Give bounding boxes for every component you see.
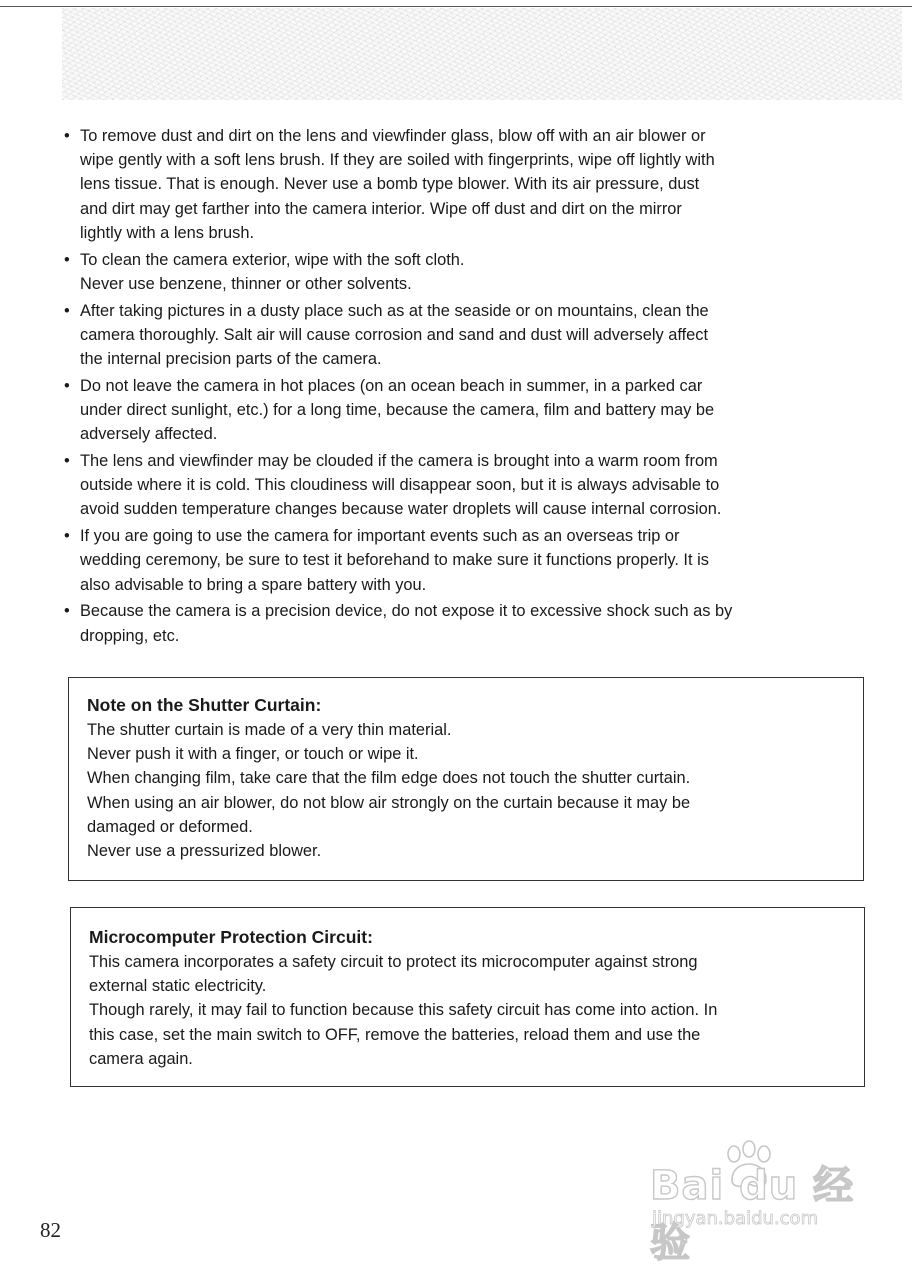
tip-line: Never use benzene, thinner or other solvents. bbox=[80, 274, 412, 293]
note-line: Never use a pressurized blower. bbox=[87, 842, 322, 861]
tip-item-7 bbox=[62, 599, 872, 647]
tip-line: The lens and viewfinder may be clouded if the camera is brought into a warm room from bbox=[80, 452, 718, 471]
tip-line: outside where it is cold. This cloudiness will disappear soon, but it is always advisable to bbox=[80, 476, 720, 495]
note-line: camera again. bbox=[89, 1049, 193, 1068]
tip-item-6 bbox=[62, 524, 872, 597]
tip-line: wipe gently with a soft lens brush. If they are soiled with fingerprints, wipe off lightly with bbox=[80, 151, 715, 170]
note-line: Never push it with a finger, or touch or wipe it. bbox=[87, 745, 419, 764]
header-texture-band bbox=[62, 8, 902, 100]
tip-line: camera thoroughly. Salt air will cause corrosion and sand and dust will adversely affect bbox=[80, 325, 709, 344]
tip-line: lens tissue. That is enough. Never use a bomb type blower. With its air pressure, dust bbox=[80, 175, 700, 194]
tip-line: the internal precision parts of the camera. bbox=[80, 350, 382, 369]
tip-line: avoid sudden temperature changes because water droplets will cause internal corrosion. bbox=[80, 500, 722, 519]
bullet-icon: • bbox=[64, 250, 70, 269]
shutter-curtain-note-box bbox=[68, 677, 864, 881]
bullet-icon: • bbox=[64, 376, 70, 395]
baidu-watermark bbox=[650, 1140, 880, 1266]
shutter-note-title: Note on the Shutter Curtain: bbox=[87, 695, 322, 715]
top-rule bbox=[0, 6, 912, 7]
tip-line: Do not leave the camera in hot places (on an ocean beach in summer, in a parked car bbox=[80, 376, 703, 395]
tip-line: also advisable to bring a spare battery with you. bbox=[80, 575, 427, 594]
tip-line: To clean the camera exterior, wipe with the soft cloth. bbox=[80, 250, 465, 269]
bullet-icon: • bbox=[64, 452, 70, 471]
maintenance-tips-list bbox=[62, 124, 872, 650]
bullet-icon: • bbox=[64, 127, 70, 145]
note-line: Though rarely, it may fail to function because this safety circuit has come into action. In bbox=[89, 1001, 718, 1020]
tip-line: and dirt may get farther into the camera interior. Wipe off dust and dirt on the mirror bbox=[80, 199, 682, 218]
note-line: this case, set the main switch to OFF, remove the batteries, reload them and use the bbox=[89, 1025, 701, 1044]
note-line: This camera incorporates a safety circuit to protect its microcomputer against strong bbox=[89, 953, 698, 971]
watermark-url: jingyan.baidu.com bbox=[652, 1208, 819, 1229]
tip-line: Because the camera is a precision device, do not expose it to excessive shock such as by bbox=[80, 602, 733, 621]
tip-line: dropping, etc. bbox=[80, 626, 180, 645]
micro-note-title: Microcomputer Protection Circuit: bbox=[89, 927, 373, 947]
note-line: When changing film, take care that the film edge does not touch the shutter curtain. bbox=[87, 769, 691, 788]
tip-line: If you are going to use the camera for important events such as an overseas trip or bbox=[80, 527, 680, 546]
tip-item-5 bbox=[62, 449, 872, 522]
bullet-icon: • bbox=[64, 602, 70, 621]
tip-item-4 bbox=[62, 374, 872, 447]
tip-item-1 bbox=[62, 124, 872, 245]
watermark-logo-text: Bai du 经验 bbox=[650, 1163, 855, 1266]
page-number: 82 bbox=[40, 1218, 61, 1242]
tip-item-3 bbox=[62, 299, 872, 372]
note-line: The shutter curtain is made of a very thin material. bbox=[87, 721, 452, 739]
tip-line: wedding ceremony, be sure to test it beforehand to make sure it functions properly. It is bbox=[80, 551, 709, 570]
tip-line: To remove dust and dirt on the lens and viewfinder glass, blow off with an air blower or bbox=[80, 127, 706, 145]
microcomputer-protection-box bbox=[70, 907, 865, 1087]
tip-line: under direct sunlight, etc.) for a long time, because the camera, film and battery may be bbox=[80, 401, 715, 420]
bullet-icon: • bbox=[64, 527, 70, 546]
note-line: damaged or deformed. bbox=[87, 817, 253, 836]
tip-line: lightly with a lens brush. bbox=[80, 223, 255, 242]
note-line: external static electricity. bbox=[89, 977, 267, 996]
note-line: When using an air blower, do not blow air strongly on the curtain because it may be bbox=[87, 793, 691, 812]
bullet-icon: • bbox=[64, 301, 70, 320]
tip-line: After taking pictures in a dusty place such as at the seaside or on mountains, clean the bbox=[80, 301, 709, 320]
tip-item-2 bbox=[62, 248, 872, 296]
tip-line: adversely affected. bbox=[80, 425, 218, 444]
